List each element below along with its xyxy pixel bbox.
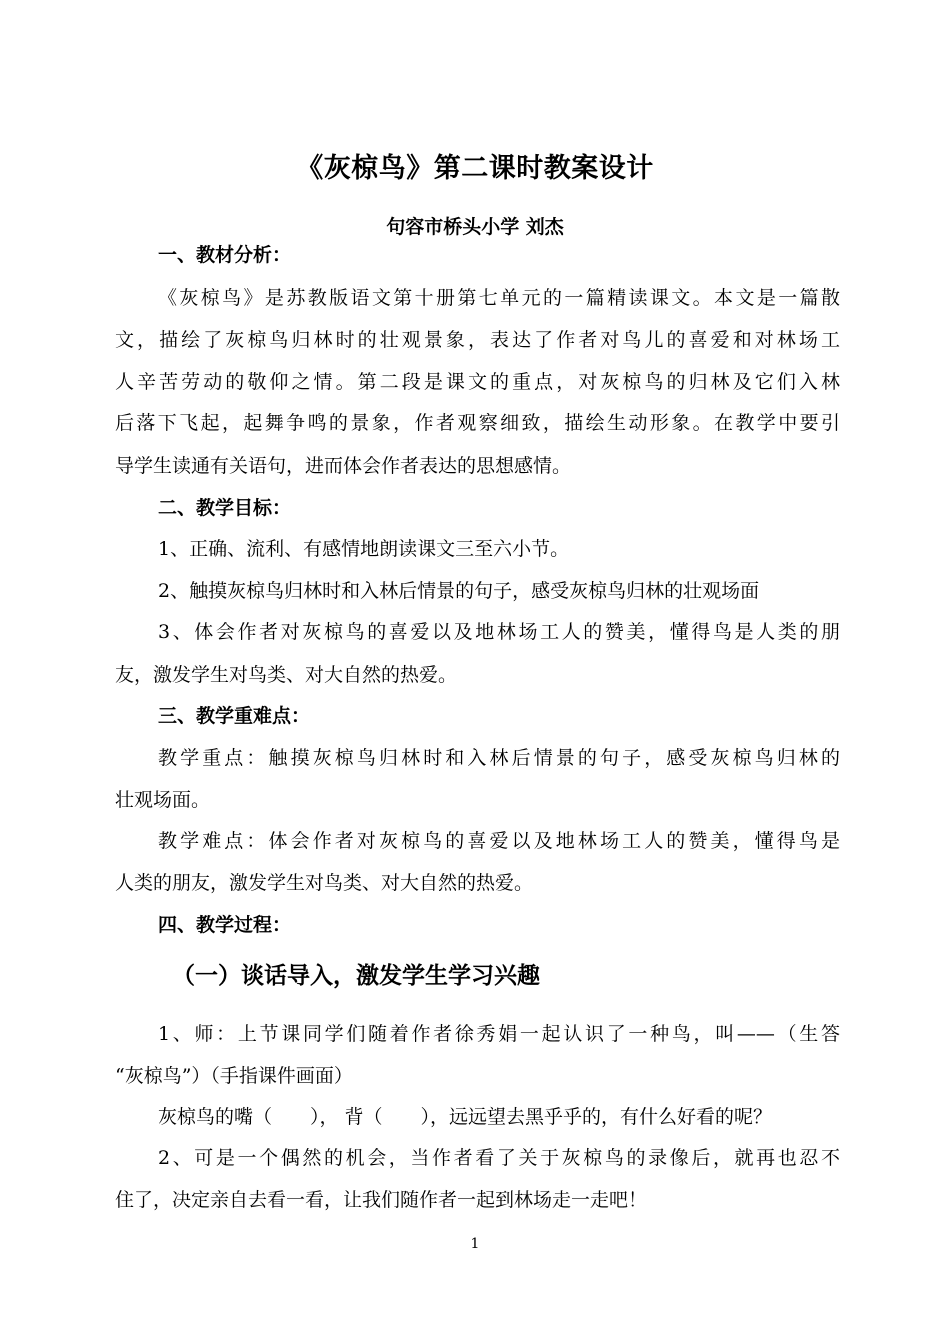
- paragraph-line: 《灰椋鸟》是苏教版语文第十册第七单元的一篇精读课文。本文是一篇散: [158, 287, 840, 309]
- process-text: 灰椋鸟的嘴（ ）， 背（ ），远远望去黑乎乎的，有什么好看的呢？: [158, 1106, 773, 1128]
- page-number: 1: [470, 1236, 480, 1252]
- difficulty-text: 人类的朋友，激发学生对鸟类、对大自然的热爱。: [115, 872, 534, 894]
- section-heading-goals: 二、教学目标：: [158, 497, 292, 519]
- section-heading-analysis: 一、教材分析：: [158, 244, 292, 266]
- paragraph-line: 文，描绘了灰椋鸟归林时的壮观景象，表达了作者对鸟儿的喜爱和对林场工: [115, 329, 840, 351]
- process-text: “灰椋鸟”）（手指课件画面）: [115, 1065, 353, 1087]
- process-text: 1、师：上节课同学们随着作者徐秀娟一起认识了一种鸟，叫——（生答: [158, 1023, 840, 1045]
- goal-item: 3、体会作者对灰椋鸟的喜爱以及地林场工人的赞美，懂得鸟是人类的朋: [158, 621, 840, 643]
- goal-item: 2、触摸灰椋鸟归林时和入林后情景的句子，感受灰椋鸟归林的壮观场面: [158, 580, 760, 602]
- paragraph-line: 人辛苦劳动的敬仰之情。第二段是课文的重点，对灰椋鸟的归林及它们入林: [115, 371, 840, 393]
- key-point-text: 壮观场面。: [115, 789, 211, 811]
- paragraph-line: 后落下飞起，起舞争鸣的景象，作者观察细致，描绘生动形象。在教学中要引: [115, 412, 840, 434]
- author-line: 句容市桥头小学 刘杰: [386, 216, 564, 238]
- process-text: 2、可是一个偶然的机会，当作者看了关于灰椋鸟的录像后，就再也忍不: [158, 1147, 840, 1169]
- section-heading-key-points: 三、教学重难点：: [158, 705, 311, 727]
- difficulty-text: 教学难点：体会作者对灰椋鸟的喜爱以及地林场工人的赞美，懂得鸟是: [158, 830, 840, 852]
- goal-item-continued: 友，激发学生对鸟类、对大自然的热爱。: [115, 664, 458, 686]
- key-point-text: 教学重点：触摸灰椋鸟归林时和入林后情景的句子，感受灰椋鸟归林的: [158, 747, 840, 769]
- goal-item: 1、正确、流利、有感情地朗读课文三至六小节。: [158, 538, 570, 560]
- section-heading-process: 四、教学过程：: [158, 914, 292, 936]
- document-title: 《灰椋鸟》第二课时教案设计: [296, 153, 654, 184]
- paragraph-line: 导学生读通有关语句，进而体会作者表达的思想感情。: [115, 455, 572, 477]
- process-text: 住了，决定亲自去看一看，让我们随作者一起到林场走一走吧！: [115, 1189, 648, 1211]
- subsection-heading: （一）谈话导入，激发学生学习兴趣: [172, 962, 540, 989]
